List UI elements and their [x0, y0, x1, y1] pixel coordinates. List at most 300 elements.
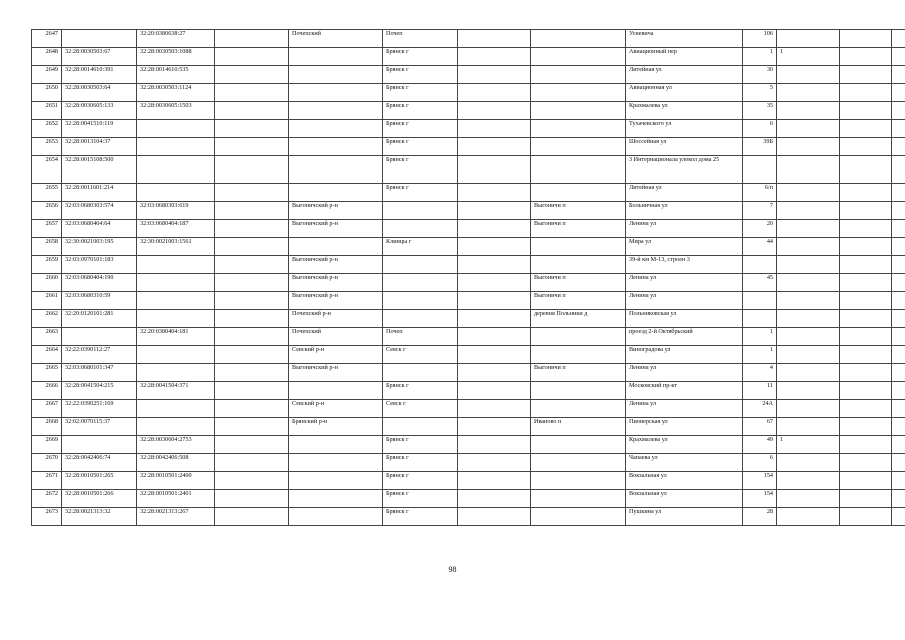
cell-city [383, 202, 458, 220]
cell-street: Тухачевского ул [626, 120, 743, 138]
cell-extra-column [215, 102, 289, 120]
cell-settlement-type [458, 436, 531, 454]
cell-extra-column [215, 418, 289, 436]
cell-building [777, 490, 840, 508]
cell-house-number: 1 [743, 346, 777, 364]
cell-building-cadastral-number [137, 184, 215, 202]
cell-house-number: 1 [743, 48, 777, 66]
cell-street: Пушкина ул [626, 508, 743, 526]
cell-extra-column [215, 454, 289, 472]
cell-city: Почеп [383, 328, 458, 346]
cell-street: Пионерская ул [626, 418, 743, 436]
cell-cadastral-number [62, 328, 137, 346]
cell-extra-1 [840, 220, 892, 238]
cell-extra-column [215, 202, 289, 220]
cell-city [383, 220, 458, 238]
cell-district [289, 490, 383, 508]
cell-building [777, 400, 840, 418]
cell-cadastral-number: 32:28:0041510:119 [62, 120, 137, 138]
cell-city: Брянск г [383, 66, 458, 84]
registry-table [31, 29, 905, 526]
cell-extra-1 [840, 256, 892, 274]
cell-extra-1 [840, 30, 892, 48]
cell-cadastral-number: 32:03:0680404:190 [62, 274, 137, 292]
cell-settlement [531, 184, 626, 202]
cell-city: Брянск г [383, 508, 458, 526]
cell-district [289, 120, 383, 138]
table-row [32, 454, 905, 472]
table-row [32, 400, 905, 418]
cell-settlement-type [458, 84, 531, 102]
cell-extra-column [215, 346, 289, 364]
cell-street: Шоссейная ул [626, 138, 743, 156]
cell-cadastral-number: 32:28:0010501:266 [62, 490, 137, 508]
cell-extra-1 [840, 274, 892, 292]
cell-street: Ленина ул [626, 274, 743, 292]
cell-street: Авиационная ул [626, 84, 743, 102]
cell-district: Выгоничский р-н [289, 256, 383, 274]
cell-house-number: 49 [743, 436, 777, 454]
cell-row-number: 2647 [32, 30, 62, 48]
cell-extra-2 [892, 120, 905, 138]
cell-row-number: 2650 [32, 84, 62, 102]
table-row [32, 156, 905, 184]
cell-extra-1 [840, 328, 892, 346]
cell-house-number: 35 [743, 102, 777, 120]
cell-building [777, 454, 840, 472]
cell-building [777, 220, 840, 238]
cell-settlement [531, 508, 626, 526]
cell-house-number: 4 [743, 364, 777, 382]
cell-district: Выгоничский р-н [289, 292, 383, 310]
cell-city: Севск г [383, 346, 458, 364]
cell-extra-2 [892, 220, 905, 238]
cell-settlement-type [458, 102, 531, 120]
cell-city: Брянск г [383, 472, 458, 490]
cell-building-cadastral-number: 32:28:0030503:1088 [137, 48, 215, 66]
cell-settlement [531, 102, 626, 120]
cell-extra-2 [892, 202, 905, 220]
cell-district [289, 102, 383, 120]
cell-building [777, 138, 840, 156]
table-row [32, 346, 905, 364]
cell-extra-1 [840, 508, 892, 526]
cell-district [289, 454, 383, 472]
cell-street: 3 Интернационала улокол дома 25 [626, 156, 743, 184]
cell-cadastral-number: 32:28:0014610:391 [62, 66, 137, 84]
cell-settlement-type [458, 30, 531, 48]
cell-house-number: 44 [743, 238, 777, 256]
cell-settlement: деревня Польники д [531, 310, 626, 328]
cell-city [383, 256, 458, 274]
table-row [32, 490, 905, 508]
cell-extra-2 [892, 364, 905, 382]
cell-city [383, 364, 458, 382]
cell-street: Ленина ул [626, 220, 743, 238]
cell-building [777, 292, 840, 310]
cell-extra-2 [892, 156, 905, 184]
cell-street: Литейная ул [626, 184, 743, 202]
cell-row-number: 2671 [32, 472, 62, 490]
cell-settlement-type [458, 66, 531, 84]
cell-extra-2 [892, 310, 905, 328]
table-row [32, 30, 905, 48]
cell-extra-2 [892, 454, 905, 472]
cell-extra-2 [892, 328, 905, 346]
cell-settlement-type [458, 292, 531, 310]
cell-extra-1 [840, 102, 892, 120]
cell-street: Крахмалева ул [626, 102, 743, 120]
cell-building-cadastral-number: 32:28:0010501:2401 [137, 490, 215, 508]
cell-cadastral-number: 32:22:0390112:27 [62, 346, 137, 364]
cell-extra-2 [892, 382, 905, 400]
cell-building [777, 156, 840, 184]
table-row [32, 184, 905, 202]
cell-district: Выгоничский р-н [289, 202, 383, 220]
cell-cadastral-number: 32:28:0013104:37 [62, 138, 137, 156]
cell-city: Брянск г [383, 184, 458, 202]
cell-city [383, 292, 458, 310]
cell-building [777, 84, 840, 102]
cell-city: Брянск г [383, 156, 458, 184]
cell-district [289, 508, 383, 526]
cell-building [777, 382, 840, 400]
cell-street: Крахмалева ул [626, 436, 743, 454]
cell-extra-2 [892, 472, 905, 490]
cell-city [383, 310, 458, 328]
cell-street: Авиационный пер [626, 48, 743, 66]
cell-row-number: 2663 [32, 328, 62, 346]
cell-settlement [531, 120, 626, 138]
cell-extra-column [215, 382, 289, 400]
cell-extra-2 [892, 292, 905, 310]
cell-building [777, 418, 840, 436]
cell-house-number [743, 310, 777, 328]
cell-row-number: 2652 [32, 120, 62, 138]
cell-extra-column [215, 138, 289, 156]
cell-extra-1 [840, 48, 892, 66]
cell-settlement: Выгоничи п [531, 220, 626, 238]
cell-city: Брянск г [383, 138, 458, 156]
cell-extra-column [215, 84, 289, 102]
cell-cadastral-number: 32:28:0030503:67 [62, 48, 137, 66]
cell-settlement-type [458, 490, 531, 508]
cell-street: проезд 2-й Октябрьский [626, 328, 743, 346]
cell-cadastral-number: 32:22:0390251:169 [62, 400, 137, 418]
cell-district [289, 436, 383, 454]
cell-extra-column [215, 48, 289, 66]
cell-house-number: 20 [743, 220, 777, 238]
cell-building [777, 328, 840, 346]
cell-extra-2 [892, 256, 905, 274]
cell-settlement [531, 436, 626, 454]
cell-building [777, 102, 840, 120]
cell-row-number: 2659 [32, 256, 62, 274]
cell-district: Брянский р-н [289, 418, 383, 436]
cell-building-cadastral-number [137, 274, 215, 292]
cell-house-number: 6 [743, 454, 777, 472]
cell-extra-2 [892, 184, 905, 202]
cell-settlement: Выгоничи п [531, 202, 626, 220]
table-row [32, 120, 905, 138]
cell-street: Ленина ул [626, 400, 743, 418]
cell-building-cadastral-number: 32:20:0380404:181 [137, 328, 215, 346]
cell-street: Чапаева ул [626, 454, 743, 472]
cell-settlement: Выгоничи п [531, 364, 626, 382]
cell-extra-1 [840, 436, 892, 454]
cell-house-number: 28 [743, 508, 777, 526]
cell-extra-2 [892, 48, 905, 66]
cell-city: Брянск г [383, 436, 458, 454]
cell-building-cadastral-number: 32:28:0014610:535 [137, 66, 215, 84]
cell-city: Севск г [383, 400, 458, 418]
cell-street: Мира ул [626, 238, 743, 256]
cell-extra-2 [892, 30, 905, 48]
cell-cadastral-number: 32:28:0041504:215 [62, 382, 137, 400]
cell-building [777, 202, 840, 220]
cell-building [777, 184, 840, 202]
cell-extra-1 [840, 120, 892, 138]
cell-settlement-type [458, 184, 531, 202]
cell-extra-column [215, 30, 289, 48]
cell-cadastral-number: 32:03:0680101:347 [62, 364, 137, 382]
cell-extra-2 [892, 418, 905, 436]
cell-building-cadastral-number [137, 346, 215, 364]
cell-cadastral-number: 32:03:0680303:574 [62, 202, 137, 220]
cell-extra-2 [892, 238, 905, 256]
cell-district [289, 84, 383, 102]
table-row [32, 382, 905, 400]
cell-settlement-type [458, 364, 531, 382]
cell-city: Брянск г [383, 490, 458, 508]
table-row [32, 220, 905, 238]
cell-district [289, 48, 383, 66]
table-row [32, 418, 905, 436]
cell-district: Почепский [289, 328, 383, 346]
cell-extra-column [215, 292, 289, 310]
cell-building-cadastral-number [137, 138, 215, 156]
cell-extra-2 [892, 102, 905, 120]
cell-row-number: 2666 [32, 382, 62, 400]
cell-street: Виноградова ул [626, 346, 743, 364]
cell-extra-1 [840, 310, 892, 328]
cell-cadastral-number: 32:28:0015108:500 [62, 156, 137, 184]
cell-district [289, 66, 383, 84]
cell-house-number: 5 [743, 84, 777, 102]
table-row [32, 508, 905, 526]
cell-settlement-type [458, 220, 531, 238]
cell-row-number: 2656 [32, 202, 62, 220]
cell-extra-1 [840, 382, 892, 400]
cell-building [777, 120, 840, 138]
cell-city [383, 274, 458, 292]
cell-street: Ленина ул [626, 364, 743, 382]
cell-extra-1 [840, 184, 892, 202]
cell-row-number: 2668 [32, 418, 62, 436]
table-row [32, 256, 905, 274]
cell-building-cadastral-number: 32:03:0680404:187 [137, 220, 215, 238]
cell-extra-1 [840, 364, 892, 382]
cell-building-cadastral-number: 32:30:0021003:1561 [137, 238, 215, 256]
cell-cadastral-number: 32:20:0120101:281 [62, 310, 137, 328]
cell-extra-2 [892, 66, 905, 84]
cell-cadastral-number: 32:03:0680310:59 [62, 292, 137, 310]
cell-extra-column [215, 436, 289, 454]
cell-extra-column [215, 490, 289, 508]
cell-building-cadastral-number: 32:28:0030503:1124 [137, 84, 215, 102]
cell-extra-2 [892, 84, 905, 102]
cell-district: Севский р-н [289, 346, 383, 364]
cell-settlement-type [458, 472, 531, 490]
cell-building-cadastral-number: 32:03:0680303:619 [137, 202, 215, 220]
cell-settlement [531, 256, 626, 274]
cell-building [777, 346, 840, 364]
cell-extra-2 [892, 274, 905, 292]
cell-settlement [531, 138, 626, 156]
cell-extra-column [215, 508, 289, 526]
cell-row-number: 2653 [32, 138, 62, 156]
cell-house-number: 106 [743, 30, 777, 48]
cell-city: Брянск г [383, 120, 458, 138]
cell-extra-column [215, 184, 289, 202]
cell-extra-1 [840, 202, 892, 220]
cell-settlement [531, 238, 626, 256]
cell-settlement [531, 472, 626, 490]
cell-settlement-type [458, 120, 531, 138]
cell-extra-column [215, 238, 289, 256]
cell-settlement-type [458, 202, 531, 220]
cell-street: 39-й км М-13, строен 3 [626, 256, 743, 274]
cell-row-number: 2667 [32, 400, 62, 418]
cell-district: Выгоничский р-н [289, 364, 383, 382]
cell-settlement: Иваново п [531, 418, 626, 436]
cell-district [289, 472, 383, 490]
cell-house-number: 1 [743, 328, 777, 346]
cell-settlement-type [458, 138, 531, 156]
cell-settlement-type [458, 382, 531, 400]
cell-house-number [743, 292, 777, 310]
cell-settlement-type [458, 238, 531, 256]
cell-street: Литейная ул [626, 66, 743, 84]
cell-district: Почепский р-н [289, 310, 383, 328]
cell-building-cadastral-number: 32:28:0021313:267 [137, 508, 215, 526]
cell-district: Выгоничский р-н [289, 220, 383, 238]
cell-house-number: 11 [743, 382, 777, 400]
table-row [32, 292, 905, 310]
cell-extra-1 [840, 84, 892, 102]
cell-extra-1 [840, 346, 892, 364]
cell-cadastral-number [62, 30, 137, 48]
cell-building [777, 30, 840, 48]
cell-extra-column [215, 220, 289, 238]
cell-settlement-type [458, 310, 531, 328]
cell-building-cadastral-number: 32:28:0042406:508 [137, 454, 215, 472]
cell-district [289, 138, 383, 156]
cell-extra-1 [840, 472, 892, 490]
cell-cadastral-number: 32:28:0030503:64 [62, 84, 137, 102]
cell-extra-column [215, 328, 289, 346]
cell-building [777, 256, 840, 274]
cell-row-number: 2665 [32, 364, 62, 382]
cell-cadastral-number: 32:28:0021313:32 [62, 508, 137, 526]
cell-row-number: 2657 [32, 220, 62, 238]
cell-district [289, 238, 383, 256]
cell-house-number: 7 [743, 202, 777, 220]
cell-row-number: 2662 [32, 310, 62, 328]
cell-extra-column [215, 364, 289, 382]
table-row [32, 310, 905, 328]
cell-row-number: 2664 [32, 346, 62, 364]
table-row [32, 436, 905, 454]
cell-city [383, 418, 458, 436]
cell-house-number: 45 [743, 274, 777, 292]
cell-settlement-type [458, 48, 531, 66]
table-row [32, 274, 905, 292]
cell-settlement-type [458, 328, 531, 346]
cell-extra-column [215, 156, 289, 184]
cell-row-number: 2654 [32, 156, 62, 184]
cell-settlement-type [458, 274, 531, 292]
cell-settlement: Выгоничи п [531, 274, 626, 292]
cell-extra-1 [840, 138, 892, 156]
cell-row-number: 2649 [32, 66, 62, 84]
cell-extra-column [215, 120, 289, 138]
cell-street: Московский пр-кт [626, 382, 743, 400]
cell-row-number: 2669 [32, 436, 62, 454]
cell-extra-1 [840, 454, 892, 472]
cell-building-cadastral-number [137, 292, 215, 310]
cell-house-number: 154 [743, 490, 777, 508]
cell-house-number: 24А [743, 400, 777, 418]
cell-cadastral-number: 32:28:0010501:265 [62, 472, 137, 490]
cell-extra-column [215, 274, 289, 292]
cell-cadastral-number [62, 436, 137, 454]
cell-extra-1 [840, 490, 892, 508]
cell-settlement [531, 454, 626, 472]
cell-extra-column [215, 66, 289, 84]
cell-building-cadastral-number [137, 310, 215, 328]
table-row [32, 84, 905, 102]
cell-house-number: 67 [743, 418, 777, 436]
cell-row-number: 2661 [32, 292, 62, 310]
cell-settlement [531, 328, 626, 346]
cell-district: Севский р-н [289, 400, 383, 418]
cell-settlement [531, 66, 626, 84]
cell-district: Выгоничский р-н [289, 274, 383, 292]
cell-house-number: 30 [743, 66, 777, 84]
cell-extra-1 [840, 66, 892, 84]
cell-building-cadastral-number: 32:28:0041504:371 [137, 382, 215, 400]
cell-street: Вокзальная ул [626, 490, 743, 508]
cell-city: Брянск г [383, 48, 458, 66]
cell-building [777, 238, 840, 256]
cell-row-number: 2658 [32, 238, 62, 256]
cell-building: 1 [777, 48, 840, 66]
cell-building-cadastral-number: 32:28:0010501:2400 [137, 472, 215, 490]
cell-house-number: 39Б [743, 138, 777, 156]
cell-cadastral-number: 32:03:0970101:183 [62, 256, 137, 274]
cell-row-number: 2660 [32, 274, 62, 292]
cell-settlement [531, 346, 626, 364]
table-row [32, 364, 905, 382]
cell-settlement [531, 382, 626, 400]
cell-extra-column [215, 310, 289, 328]
cell-row-number: 2672 [32, 490, 62, 508]
cell-district [289, 156, 383, 184]
cell-building [777, 274, 840, 292]
cell-city: Почеп [383, 30, 458, 48]
cell-building-cadastral-number [137, 400, 215, 418]
